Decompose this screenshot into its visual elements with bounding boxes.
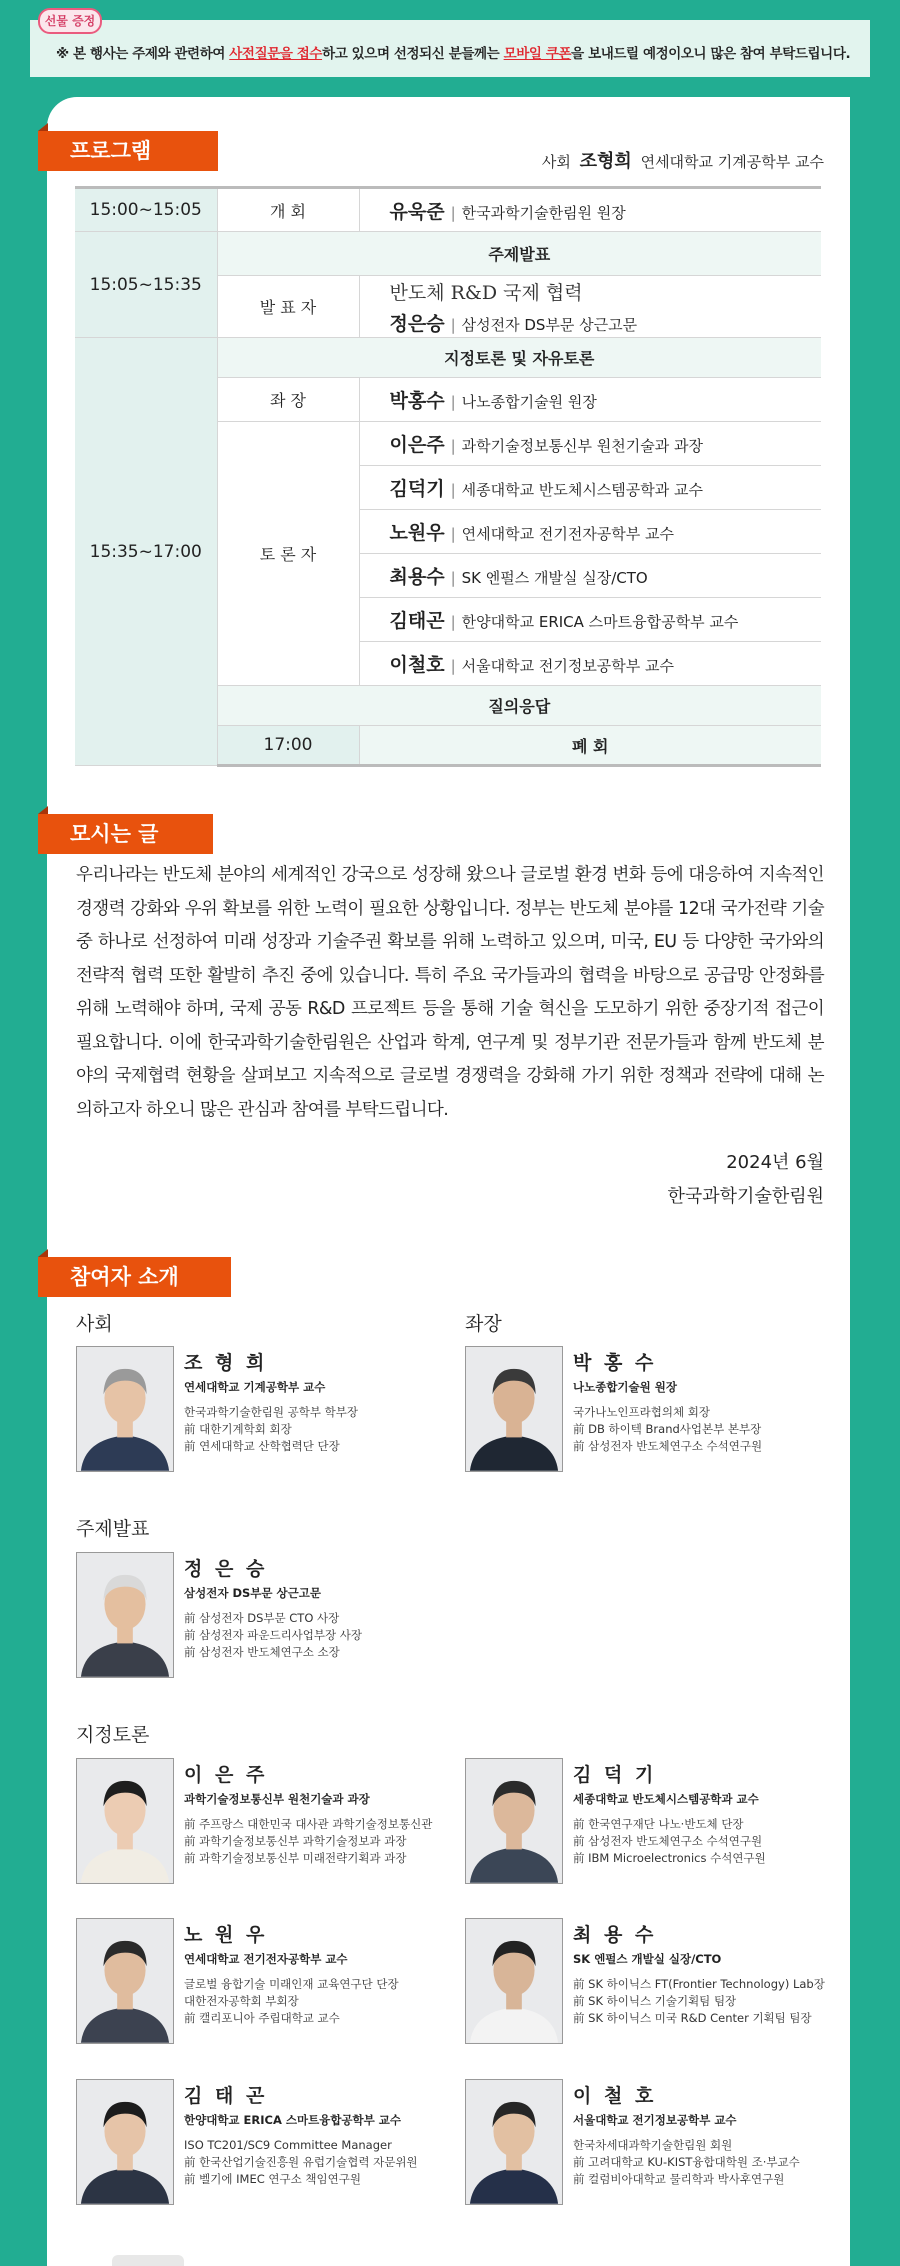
group-label-keynote: 주제발표	[76, 1518, 150, 1540]
portrait-photo-icon	[77, 2080, 173, 2204]
participant-career	[573, 2137, 843, 2188]
participant-card	[465, 2079, 845, 2209]
participant-title: SK 엔펄스 개발실 실장/CTO	[573, 1952, 722, 1966]
notice-highlight-question: 사전질문을 접수	[229, 46, 323, 62]
participant-name: 이 은 주	[184, 1764, 268, 1786]
role-cell: 좌 장	[217, 378, 359, 422]
participant-career	[184, 1610, 454, 1661]
host-line	[542, 147, 824, 173]
person-name: 김태곤	[389, 610, 445, 632]
time-cell: 15:05~15:35	[75, 232, 217, 338]
person-name: 이은주	[389, 434, 445, 456]
career-line: 前 삼성전자 반도체연구소 수석연구원	[573, 1834, 763, 1848]
career-line: 前 고려대학교 KU-KIST융합대학원 조·부교수	[573, 2155, 800, 2169]
career-line: 前 캘리포니아 주립대학교 교수	[184, 2011, 340, 2025]
career-line: 前 벨기에 IMEC 연구소 책임연구원	[184, 2172, 361, 2186]
participant-career	[573, 1816, 843, 1867]
career-line: 국가나노인프라협의체 회장	[573, 1405, 710, 1419]
participant-title: 한양대학교 ERICA 스마트융합공학부 교수	[184, 2113, 401, 2127]
notice-highlight-coupon: 모바일 쿠폰	[503, 46, 572, 62]
person-affiliation: 한양대학교 ERICA 스마트융합공학부 교수	[461, 613, 739, 631]
portrait-photo-icon	[466, 2080, 562, 2204]
qa-cell: 질의응답	[217, 686, 821, 726]
section-tab-program: 프로그램	[38, 131, 218, 171]
role-cell: 발 표 자	[217, 276, 359, 338]
career-line: 대한전자공학회 부회장	[184, 1994, 299, 2008]
person-affiliation: 서울대학교 전기정보공학부 교수	[461, 657, 675, 675]
invitation-signature	[668, 1146, 825, 1214]
person-name: 이철호	[389, 654, 445, 676]
host-prefix: 사회	[541, 153, 571, 171]
person-affiliation: SK 엔펄스 개발실 실장/CTO	[461, 569, 648, 587]
participant-card	[76, 1346, 456, 1476]
participant-name: 최 용 수	[573, 1924, 657, 1946]
person-name: 정은승	[389, 312, 445, 335]
participant-card	[465, 1346, 845, 1476]
group-label-chair: 좌장	[465, 1313, 502, 1335]
career-line: 前 SK 하이닉스 기술기획팀 팀장	[573, 1994, 737, 2008]
participant-title: 연세대학교 기계공학부 교수	[184, 1380, 326, 1394]
group-label-panel: 지정토론	[76, 1724, 150, 1746]
invitation-date: 2024년 6월	[726, 1152, 824, 1173]
career-line: 前 삼성전자 DS부문 CTO 사장	[184, 1611, 340, 1625]
talk-cell: 반도체 R&D 국제 협력 정은승 | 삼성전자 DS부문 상근고문	[359, 276, 821, 338]
participant-career	[184, 1816, 454, 1867]
avatar	[76, 2079, 174, 2205]
notice-banner	[30, 20, 870, 77]
participant-title: 세종대학교 반도체시스템공학과 교수	[573, 1792, 759, 1806]
career-line: 前 과학기술정보통신부 미래전략기획과 과장	[184, 1851, 407, 1865]
role-cell: 토 론 자	[217, 422, 359, 686]
section-tab-participants: 참여자 소개	[38, 1257, 231, 1297]
person-cell: 박홍수 | 나노종합기술원 원장	[359, 378, 821, 422]
career-line: 前 SK 하이닉스 미국 R&D Center 기획팀 팀장	[573, 2011, 812, 2025]
career-line: 前 주프랑스 대한민국 대사관 과학기술정보통신관	[184, 1817, 433, 1831]
time-cell: 15:00~15:05	[75, 188, 217, 232]
person-cell: 최용수 | SK 엔펄스 개발실 실장/CTO	[359, 554, 821, 598]
career-line: 前 연세대학교 산학협력단 단장	[184, 1439, 340, 1453]
participant-name: 노 원 우	[184, 1924, 268, 1946]
participant-card	[465, 1918, 845, 2048]
participant-name: 박 홍 수	[573, 1352, 657, 1374]
person-name: 최용수	[389, 566, 445, 588]
person-affiliation: 나노종합기술원 원장	[461, 393, 597, 411]
participant-title: 삼성전자 DS부문 상근고문	[184, 1586, 321, 1600]
role-cell: 개 회	[217, 188, 359, 232]
host-affiliation: 연세대학교 기계공학부 교수	[640, 153, 824, 171]
portrait-photo-icon	[466, 1919, 562, 2043]
participant-title: 연세대학교 전기전자공학부 교수	[184, 1952, 348, 1966]
program-row-panel-header	[75, 338, 821, 378]
avatar	[465, 1758, 563, 1884]
career-line: 前 한국연구재단 나노·반도체 단장	[573, 1817, 744, 1831]
participant-name: 김 태 곤	[184, 2085, 268, 2107]
portrait-photo-icon	[466, 1759, 562, 1883]
participant-card	[76, 1918, 456, 2048]
avatar	[76, 1918, 174, 2044]
gift-badge: 선물 증정	[38, 8, 102, 34]
avatar	[465, 2079, 563, 2205]
career-line: 前 한국산업기술진흥원 유럽기술협력 자문위원	[184, 2155, 418, 2169]
person-name: 유욱준	[389, 200, 445, 223]
person-affiliation: 삼성전자 DS부문 상근고문	[461, 315, 638, 334]
career-line: 前 과학기술정보통신부 과학기술정보과 과장	[184, 1834, 407, 1848]
career-line: 한국과학기술한림원 공학부 학부장	[184, 1405, 358, 1419]
career-line: 前 삼성전자 파운드리사업부장 사장	[184, 1628, 362, 1642]
person-affiliation: 세종대학교 반도체시스템공학과 교수	[461, 481, 704, 499]
avatar	[76, 1758, 174, 1884]
person-name: 박홍수	[389, 390, 445, 412]
top-strip	[0, 0, 900, 20]
avatar	[76, 1346, 174, 1472]
career-line: 前 삼성전자 반도체연구소 소장	[184, 1645, 340, 1659]
participant-name: 정 은 승	[184, 1558, 268, 1580]
career-line: 前 IBM Microelectronics 수석연구원	[573, 1851, 766, 1865]
section-tab-invitation: 모시는 글	[38, 814, 213, 854]
portrait-photo-icon	[77, 1347, 173, 1471]
bottom-tab	[112, 2255, 184, 2266]
program-row-keynote-header	[75, 232, 821, 276]
notice-text-3: 을 보내드릴 예정이오니 많은 참여 부탁드립니다.	[571, 46, 851, 62]
person-cell: 김태곤 | 한양대학교 ERICA 스마트융합공학부 교수	[359, 598, 821, 642]
section-header: 지정토론 및 자유토론	[217, 338, 821, 378]
portrait-photo-icon	[466, 1347, 562, 1471]
career-line: 前 DB 하이텍 Brand사업본부 본부장	[573, 1422, 762, 1436]
section-header: 주제발표	[217, 232, 821, 276]
person-cell: 김덕기 | 세종대학교 반도체시스템공학과 교수	[359, 466, 821, 510]
talk-topic: 반도체 R&D 국제 협력	[389, 281, 583, 304]
participant-career	[184, 1404, 454, 1455]
person-cell: 유욱준 | 한국과학기술한림원 원장	[359, 188, 821, 232]
person-cell: 노원우 | 연세대학교 전기전자공학부 교수	[359, 510, 821, 554]
participant-title: 서울대학교 전기정보공학부 교수	[573, 2113, 737, 2127]
person-affiliation: 연세대학교 전기전자공학부 교수	[461, 525, 675, 543]
notice-text-1: ※ 본 행사는 주제와 관련하여	[56, 46, 230, 62]
program-row-opening	[75, 188, 821, 232]
participant-career	[573, 1404, 843, 1455]
career-line: 한국차세대과학기술한림원 회원	[573, 2138, 733, 2152]
invitation-org: 한국과학기술한림원	[667, 1186, 824, 1207]
program-table	[75, 186, 821, 767]
person-affiliation: 과학기술정보통신부 원천기술과 과장	[461, 437, 704, 455]
person-name: 노원우	[389, 522, 445, 544]
time-cell: 15:35~17:00	[75, 338, 217, 766]
portrait-photo-icon	[77, 1919, 173, 2043]
participant-name: 이 철 호	[573, 2085, 657, 2107]
participant-name: 조 형 희	[184, 1352, 268, 1374]
person-cell: 이은주 | 과학기술정보통신부 원천기술과 과장	[359, 422, 821, 466]
group-label-host: 사회	[76, 1313, 113, 1335]
person-name: 김덕기	[389, 478, 445, 500]
person-cell: 이철호 | 서울대학교 전기정보공학부 교수	[359, 642, 821, 686]
portrait-photo-icon	[77, 1759, 173, 1883]
career-line: 前 SK 하이닉스 FT(Frontier Technology) Lab장	[573, 1977, 825, 1991]
career-line: 前 컬럼비아대학교 물리학과 박사후연구원	[573, 2172, 785, 2186]
portrait-photo-icon	[77, 1553, 173, 1677]
participant-career	[184, 1976, 454, 2027]
career-line: 前 대한기계학회 회장	[184, 1422, 292, 1436]
career-line: 글로벌 융합기술 미래인재 교육연구단 단장	[184, 1977, 399, 1991]
participant-card	[76, 1758, 456, 1888]
notice-text-2: 하고 있으며 선정되신 분들께는	[322, 46, 504, 62]
time-cell: 17:00	[217, 726, 359, 766]
person-affiliation: 한국과학기술한림원 원장	[461, 203, 626, 222]
closing-cell: 폐 회	[359, 726, 821, 766]
participant-career	[184, 2137, 454, 2188]
participant-name: 김 덕 기	[573, 1764, 657, 1786]
career-line: 前 삼성전자 반도체연구소 수석연구원	[573, 1439, 763, 1453]
invitation-body: 우리나라는 반도체 분야의 세계적인 강국으로 성장해 왔으나 글로벌 환경 변화 등에 대응하여 지속적인 경쟁력 강화와 우위 확보를 위한 노력이 필요한 상황입니다. 정부는 반도체 분야를 12대 국가전략 기술 중 하나로 선정하여 미래 성장과 기술주권 확보를 위해 노력하고 있으며, 미국, EU 등 다양한 국가와의 전략적 협력 또한 활발히 추진 중에 있습니다. 특히 주요 국가들과의 협력을 바탕으로 공급망 안정화를 위해 노력해야 하며, 국제 공동 R&D 프로젝트 등을 통해 기술 혁신을 도모하기 위한 중장기적 접근이 필요합니다. 이에 한국과학기술한림원은 산업과 학계, 연구계 및 정부기관 전문가들과 함께 반도체 분야의 국제협력 현황을 살펴보고 지속적으로 글로벌 경쟁력을 강화해 가기 위한 정책과 전략에 대해 논의하고자 하오니 많은 관심과 참여를 부탁드립니다.	[76, 865, 824, 1120]
participant-title: 과학기술정보통신부 원천기술과 과장	[184, 1792, 370, 1806]
participant-title: 나노종합기술원 원장	[573, 1380, 677, 1394]
participant-card	[465, 1758, 845, 1888]
participant-card	[76, 1552, 456, 1682]
avatar	[76, 1552, 174, 1678]
participant-career	[573, 1976, 843, 2027]
avatar	[465, 1346, 563, 1472]
host-name: 조형희	[579, 151, 632, 172]
participant-card	[76, 2079, 456, 2209]
career-line: ISO TC201/SC9 Committee Manager	[184, 2138, 392, 2152]
avatar	[465, 1918, 563, 2044]
